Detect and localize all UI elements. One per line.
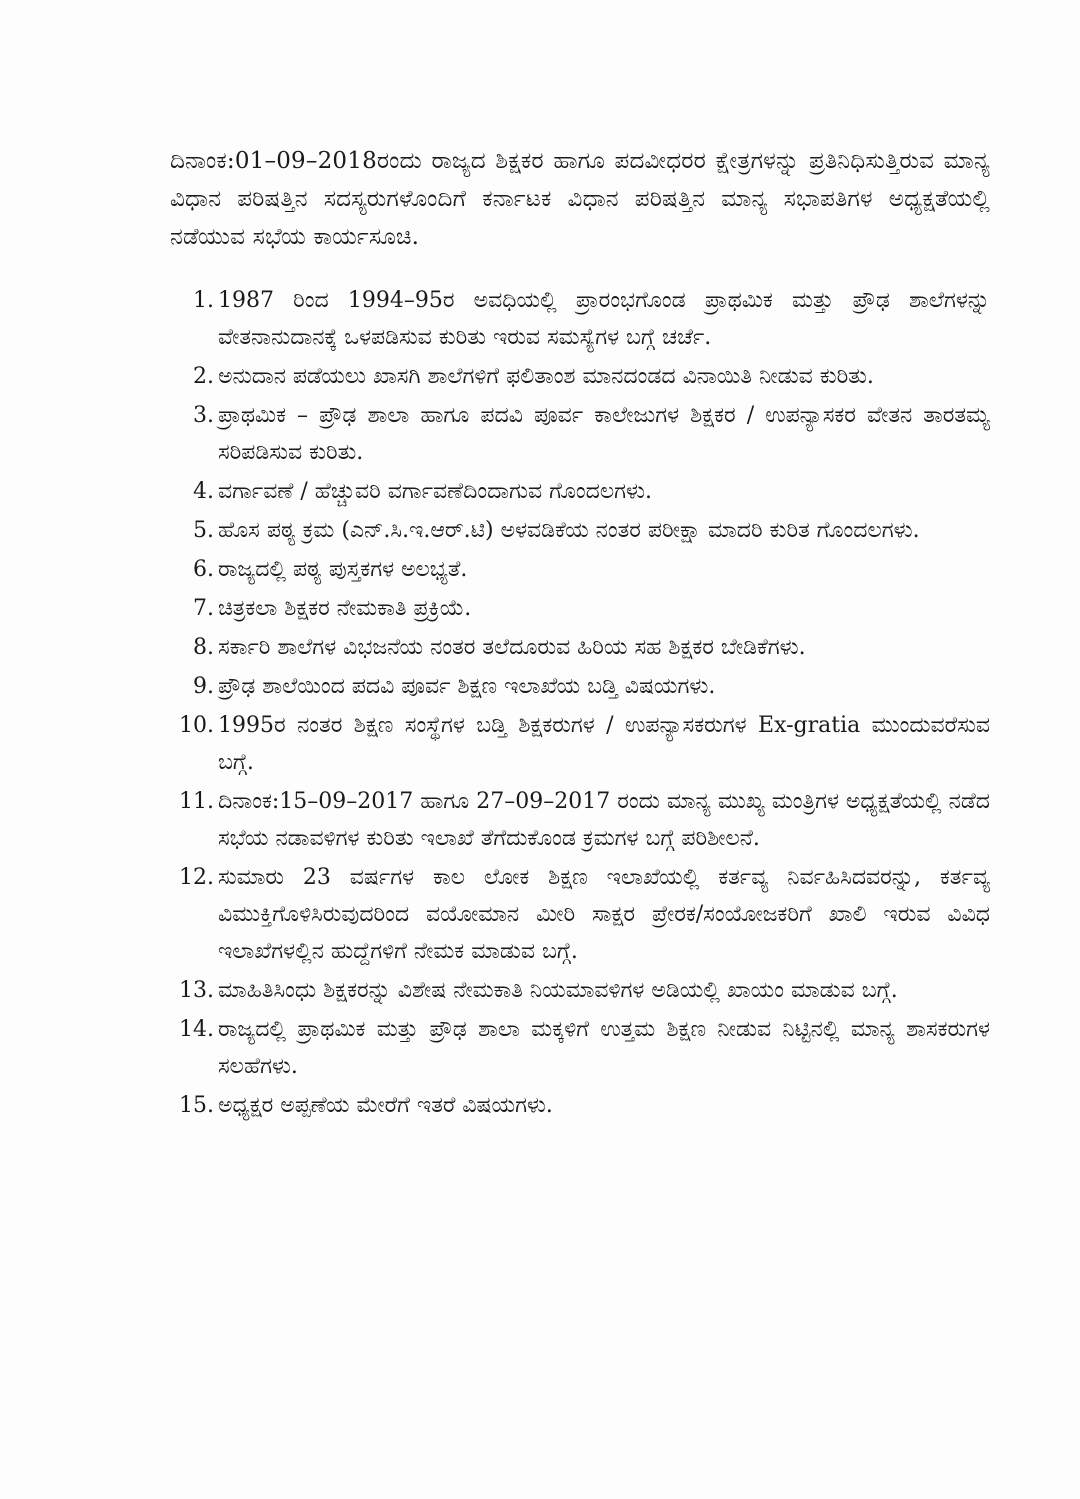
agenda-item-12 <box>170 859 990 970</box>
agenda-item-number: 7. <box>193 596 214 621</box>
agenda-item-number: 3. <box>193 403 214 428</box>
agenda-item-text: 1987 ರಿಂದ 1994–95ರ ಅವಧಿಯಲ್ಲಿ ಪ್ರಾರಂಭಗೊಂಡ ಪ್ರಾಥಮಿಕ ಮತ್ತು ಪ್ರೌಢ ಶಾಲೆಗಳನ್ನು ವೇತನಾನುದಾನಕ್ಕೆ ಒಳಪಡಿಸುವ ಕುರಿತು ಇರುವ ಸಮಸ್ಯೆಗಳ ಬಗ್ಗೆ ಚರ್ಚೆ. <box>218 288 990 350</box>
agenda-item-13 <box>170 972 990 1009</box>
agenda-item-10 <box>170 707 990 781</box>
agenda-item-number: 15. <box>179 1093 214 1118</box>
agenda-item-text: ಸುಮಾರು 23 ವರ್ಷಗಳ ಕಾಲ ಲೋಕ ಶಿಕ್ಷಣ ಇಲಾಖೆಯಲ್ಲಿ ಕರ್ತವ್ಯ ನಿರ್ವಹಿಸಿದವರನ್ನು, ಕರ್ತವ್ಯ ವಿಮುಕ್ತಿಗೊಳಿಸಿರುವುದರಿಂದ ವಯೋಮಾನ ಮೀರಿ ಸಾಕ್ಷರ ಪ್ರೇರಕ/ಸಂಯೋಜಕರಿಗೆ ಖಾಲಿ ಇರುವ ವಿವಿಧ ಇಲಾಖೆಗಳಲ್ಲಿನ ಹುದ್ದೆಗಳಿಗೆ ನೇಮಕ ಮಾಡುವ ಬಗ್ಗೆ. <box>218 865 990 964</box>
agenda-item-number: 8. <box>193 635 214 660</box>
agenda-item-8 <box>170 629 990 666</box>
agenda-item-text: ಚಿತ್ರಕಲಾ ಶಿಕ್ಷಕರ ನೇಮಕಾತಿ ಪ್ರಕ್ರಿಯೆ. <box>218 596 472 621</box>
agenda-item-text: ಅಧ್ಯಕ್ಷರ ಅಪ್ಪಣೆಯ ಮೇರೆಗೆ ಇತರೆ ವಿಷಯಗಳು. <box>218 1093 553 1118</box>
agenda-item-text: 1995ರ ನಂತರ ಶಿಕ್ಷಣ ಸಂಸ್ಥೆಗಳ ಬಡ್ತಿ ಶಿಕ್ಷಕರುಗಳ / ಉಪನ್ಯಾಸಕರುಗಳ Ex-gratia ಮುಂದುವರೆಸುವ ಬಗ್ಗೆ. <box>218 713 990 775</box>
agenda-item-text: ರಾಜ್ಯದಲ್ಲಿ ಪ್ರಾಥಮಿಕ ಮತ್ತು ಪ್ರೌಢ ಶಾಲಾ ಮಕ್ಕಳಿಗೆ ಉತ್ತಮ ಶಿಕ್ಷಣ ನೀಡುವ ನಿಟ್ಟಿನಲ್ಲಿ ಮಾನ್ಯ ಶಾಸಕರುಗಳ ಸಲಹೆಗಳು. <box>218 1017 990 1079</box>
agenda-item-1 <box>170 282 990 356</box>
agenda-item-text: ಪ್ರಾಥಮಿಕ – ಪ್ರೌಢ ಶಾಲಾ ಹಾಗೂ ಪದವಿ ಪೂರ್ವ ಕಾಲೇಜುಗಳ ಶಿಕ್ಷಕರ / ಉಪನ್ಯಾಸಕರ ವೇತನ ತಾರತಮ್ಯ ಸರಿಪಡಿಸುವ ಕುರಿತು. <box>218 403 990 465</box>
agenda-item-number: 6. <box>193 557 214 582</box>
agenda-item-text: ರಾಜ್ಯದಲ್ಲಿ ಪಠ್ಯ ಪುಸ್ತಕಗಳ ಅಲಭ್ಯತೆ. <box>218 557 468 582</box>
agenda-item-text: ಸರ್ಕಾರಿ ಶಾಲೆಗಳ ವಿಭಜನೆಯ ನಂತರ ತಲೆದೂರುವ ಹಿರಿಯ ಸಹ ಶಿಕ್ಷಕರ ಬೇಡಿಕೆಗಳು. <box>218 635 806 660</box>
agenda-item-number: 5. <box>193 518 214 543</box>
agenda-item-number: 14. <box>179 1017 214 1042</box>
agenda-item-text: ವರ್ಗಾವಣೆ / ಹೆಚ್ಚುವರಿ ವರ್ಗಾವಣೆದಿಂದಾಗುವ ಗೊಂದಲಗಳು. <box>218 479 652 504</box>
agenda-item-4 <box>170 473 990 510</box>
agenda-item-14 <box>170 1011 990 1085</box>
agenda-item-number: 13. <box>179 978 214 1003</box>
agenda-item-number: 9. <box>193 674 214 699</box>
agenda-item-15 <box>170 1087 990 1124</box>
agenda-item-number: 11. <box>179 789 214 814</box>
agenda-intro-paragraph: ದಿನಾಂಕ:01–09–2018ರಂದು ರಾಜ್ಯದ ಶಿಕ್ಷಕರ ಹಾಗೂ ಪದವೀಧರರ ಕ್ಷೇತ್ರಗಳನ್ನು ಪ್ರತಿನಿಧಿಸುತ್ತಿರುವ ಮಾನ್ಯ ವಿಧಾನ ಪರಿಷತ್ತಿನ ಸದಸ್ಯರುಗಳೊಂದಿಗೆ ಕರ್ನಾಟಕ ವಿಧಾನ ಪರಿಷತ್ತಿನ ಮಾನ್ಯ ಸಭಾಪತಿಗಳ ಅಧ್ಯಕ್ಷತೆಯಲ್ಲಿ ನಡೆಯುವ ಸಭೆಯ ಕಾರ್ಯಸೂಚಿ. <box>170 148 990 250</box>
agenda-item-text: ಅನುದಾನ ಪಡೆಯಲು ಖಾಸಗಿ ಶಾಲೆಗಳಿಗೆ ಫಲಿತಾಂಶ ಮಾನದಂಡದ ವಿನಾಯಿತಿ ನೀಡುವ ಕುರಿತು. <box>218 364 874 389</box>
agenda-item-6 <box>170 551 990 588</box>
agenda-item-number: 4. <box>193 479 214 504</box>
agenda-item-2 <box>170 358 990 395</box>
agenda-item-text: ದಿನಾಂಕ:15–09–2017 ಹಾಗೂ 27–09–2017 ರಂದು ಮಾನ್ಯ ಮುಖ್ಯ ಮಂತ್ರಿಗಳ ಅಧ್ಯಕ್ಷತೆಯಲ್ಲಿ ನಡೆದ ಸಭೆಯ ನಡಾವಳಿಗಳ ಕುರಿತು ಇಲಾಖೆ ತೆಗೆದುಕೊಂಡ ಕ್ರಮಗಳ ಬಗ್ಗೆ ಪರಿಶೀಲನೆ. <box>218 789 990 851</box>
agenda-item-text: ಪ್ರೌಢ ಶಾಲೆಯಿಂದ ಪದವಿ ಪೂರ್ವ ಶಿಕ್ಷಣ ಇಲಾಖೆಯ ಬಡ್ತಿ ವಿಷಯಗಳು. <box>218 674 716 699</box>
agenda-item-3 <box>170 397 990 471</box>
agenda-item-number: 2. <box>193 364 214 389</box>
agenda-item-number: 12. <box>179 865 214 890</box>
agenda-item-number: 1. <box>193 288 214 313</box>
agenda-item-text: ಹೊಸ ಪಠ್ಯ ಕ್ರಮ (ಎನ್.ಸಿ.ಇ.ಆರ್.ಟಿ) ಅಳವಡಿಕೆಯ ನಂತರ ಪರೀಕ್ಷಾ ಮಾದರಿ ಕುರಿತ ಗೊಂದಲಗಳು. <box>218 518 920 543</box>
agenda-item-7 <box>170 590 990 627</box>
agenda-list <box>170 282 990 1126</box>
agenda-item-11 <box>170 783 990 857</box>
agenda-item-number: 10. <box>179 713 214 738</box>
agenda-item-text: ಮಾಹಿತಿಸಿಂಧು ಶಿಕ್ಷಕರನ್ನು ವಿಶೇಷ ನೇಮಕಾತಿ ನಿಯಮಾವಳಿಗಳ ಅಡಿಯಲ್ಲಿ ಖಾಯಂ ಮಾಡುವ ಬಗ್ಗೆ. <box>218 978 898 1003</box>
agenda-item-9 <box>170 668 990 705</box>
agenda-item-5 <box>170 512 990 549</box>
